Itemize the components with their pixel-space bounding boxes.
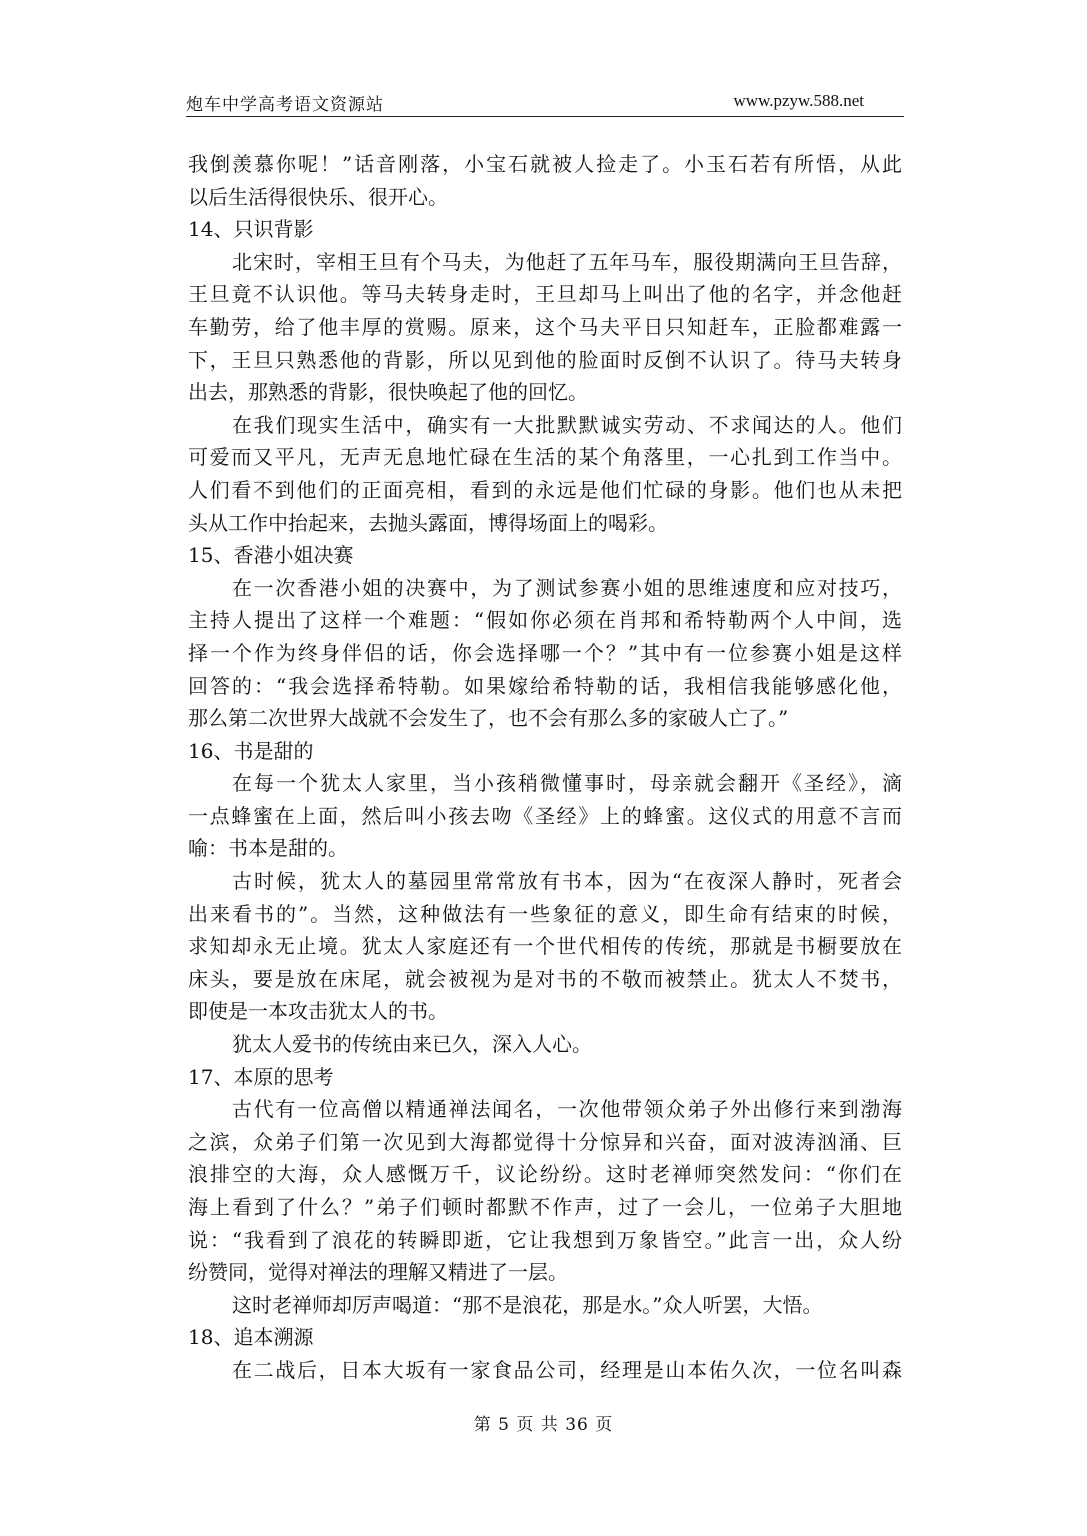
text-line: 在每一个犹太人家里，当小孩稍微懂事时，母亲就会翻开《圣经》，滴 <box>232 771 902 796</box>
text-line: 纷赞同，觉得对禅法的理解又精进了一层。 <box>188 1260 568 1285</box>
text-line: 回答的：“我会选择希特勒。如果嫁给希特勒的话，我相信我能够感化他， <box>188 673 902 698</box>
text-line: 出来看书的”。当然，这种做法有一些象征的意义，即生命有结束的时候， <box>188 901 902 926</box>
site-url: www.pzyw.588.net <box>733 91 864 110</box>
text-line: 我倒羡慕你呢！”话音刚落，小宝石就被人捡走了。小玉石若有所悟，从此 <box>188 152 902 176</box>
section-heading: 16、书是甜的 <box>188 738 314 763</box>
text-line: 主持人提出了这样一个难题：“假如你必须在肖邦和希特勒两个人中间，选 <box>188 608 902 633</box>
text-line: 古代有一位高僧以精通禅法闻名，一次他带领众弟子外出修行来到渤海 <box>232 1097 902 1122</box>
text-line: 床头，要是放在床尾，就会被视为是对书的不敬而被禁止。犹太人不焚书， <box>188 966 902 991</box>
section-heading: 15、香港小姐决赛 <box>188 543 354 568</box>
section-heading: 17、本原的思考 <box>188 1064 334 1089</box>
text-line: 这时老禅师却厉声喝道：“那不是浪花，那是水。”众人听罢，大悟。 <box>232 1292 823 1317</box>
section-heading: 14、只识背影 <box>188 217 314 242</box>
text-line: 在一次香港小姐的决赛中，为了测试参赛小姐的思维速度和应对技巧， <box>232 575 902 600</box>
text-line: 在二战后，日本大坂有一家食品公司，经理是山本佑久次，一位名叫森 <box>232 1357 902 1382</box>
text-line: 头从工作中抬起来，去抛头露面，博得场面上的喝彩。 <box>188 510 668 535</box>
text-line: 浪排空的大海，众人感慨万千，议论纷纷。这时老禅师突然发问：“你们在 <box>188 1162 902 1187</box>
page-footer: 第 5 页 共 36 页 <box>473 1415 614 1435</box>
text-line: 下，王旦只熟悉他的背影，所以见到他的脸面时反倒不认识了。待马夫转身 <box>188 347 902 372</box>
text-line: 说：“我看到了浪花的转瞬即逝，它让我想到万象皆空。”此言一出，众人纷 <box>188 1227 902 1252</box>
document-body <box>188 148 902 1387</box>
text-line: 犹太人爱书的传统由来已久，深入人心。 <box>232 1032 592 1057</box>
text-line: 即使是一本攻击犹太人的书。 <box>188 999 448 1024</box>
text-line: 一点蜂蜜在上面，然后叫小孩去吻《圣经》上的蜂蜜。这仪式的用意不言而 <box>188 803 902 828</box>
site-name: 炮车中学高考语文资源站 <box>186 95 384 115</box>
text-line: 北宋时，宰相王旦有个马夫，为他赶了五年马车，服役期满向王旦告辞， <box>232 249 902 274</box>
text-line: 择一个作为终身伴侣的话，你会选择哪一个？”其中有一位参赛小姐是这样 <box>188 640 902 665</box>
text-line: 那么第二次世界大战就不会发生了，也不会有那么多的家破人亡了。” <box>188 706 789 731</box>
text-line: 王旦竟不认识他。等马夫转身走时，王旦却马上叫出了他的名字，并念他赶 <box>188 282 902 307</box>
text-line: 在我们现实生活中，确实有一大批默默诚实劳动、不求闻达的人。他们 <box>232 412 902 437</box>
text-line: 之滨，众弟子们第一次见到大海都觉得十分惊异和兴奋，面对波涛汹涌、巨 <box>188 1129 902 1154</box>
text-line: 海上看到了什么？”弟子们顿时都默不作声，过了一会儿，一位弟子大胆地 <box>188 1195 902 1219</box>
page-header <box>186 90 904 117</box>
text-line: 车勤劳，给了他丰厚的赏赐。原来，这个马夫平日只知赶车，正脸都难露一 <box>188 314 902 339</box>
text-line: 出去，那熟悉的背影，很快唤起了他的回忆。 <box>188 380 588 405</box>
text-line: 可爱而又平凡，无声无息地忙碌在生活的某个角落里，一心扎到工作当中。 <box>188 445 902 470</box>
text-line: 古时候，犹太人的墓园里常常放有书本，因为“在夜深人静时，死者会 <box>232 869 902 894</box>
text-line: 人们看不到他们的正面亮相，看到的永远是他们忙碌的身影。他们也从未把 <box>188 477 902 502</box>
text-line: 求知却永无止境。犹太人家庭还有一个世代相传的传统，那就是书橱要放在 <box>188 934 902 959</box>
section-heading: 18、追本溯源 <box>188 1325 314 1350</box>
text-line: 以后生活得很快乐、很开心。 <box>188 184 448 209</box>
text-line: 喻：书本是甜的。 <box>188 836 348 861</box>
